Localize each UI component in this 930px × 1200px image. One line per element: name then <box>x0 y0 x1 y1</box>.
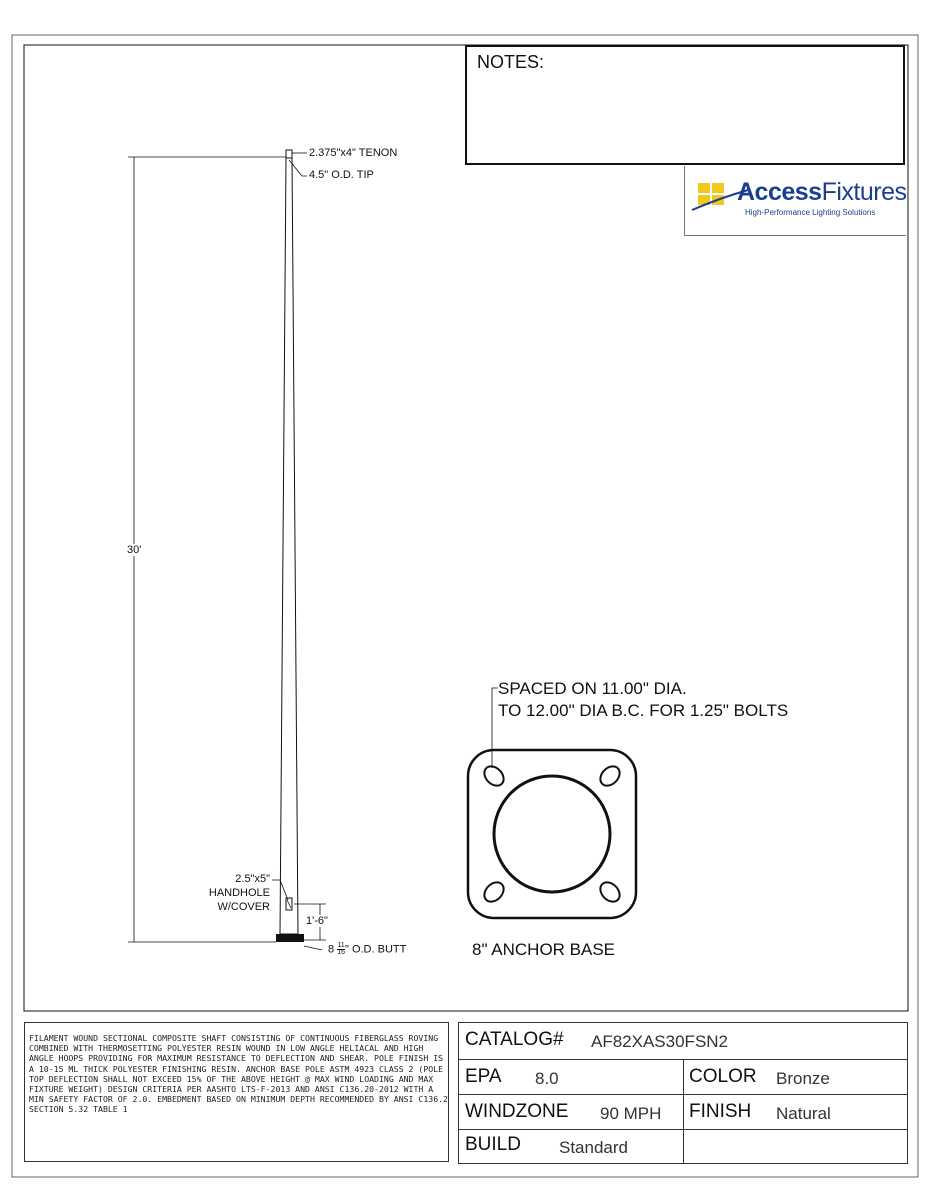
butt-suffix: " O.D. BUTT <box>344 943 407 956</box>
finish-value: Natural <box>776 1104 831 1123</box>
description-box <box>24 1022 449 1162</box>
tenon-label: 2.375"x4" TENON <box>309 147 398 159</box>
bolt-slot <box>481 763 508 790</box>
epa-value: 8.0 <box>535 1069 559 1088</box>
butt-whole: 8 <box>328 943 335 956</box>
butt-fraction-num: 11 <box>337 942 345 949</box>
finish-key: FINISH <box>689 1101 752 1122</box>
logo-brand-bold: Access <box>737 178 822 206</box>
logo-wordmark <box>737 178 906 207</box>
notes-title: NOTES: <box>477 52 545 72</box>
spec-table <box>458 1022 908 1164</box>
catalog-value: AF82XAS30FSN2 <box>591 1032 729 1051</box>
height-label: 30' <box>127 544 142 556</box>
color-key: COLOR <box>689 1066 757 1087</box>
description-text: FILAMENT WOUND SECTIONAL COMPOSITE SHAFT CONSISTING OF CONTINUOUS FIBERGLASS ROVING COMBINED WITH THERMOSETTING POLYESTER RESIN WOUND IN LOW ANGLE HELIACAL AND HIGH ANGLE HOOPS PROVIDING FOR MAXIMUM RESISTANCE TO DEFLECTION AND SHEAR. POLE FINISH IS A 10-15 ML THICK POLYESTER FINISHING RESIN. ANCHOR BASE POLE ASTM 4923 CLASS 2 (POLE TOP DEFLECTION SHALL NOT EXCEED 15% OF THE ABOVE HEIGHT @ MAX WIND LOADING AND MAX FIXTURE WEIGHT) DESIGN CRITERIA PER AASHTO LTS-F-2013 AND ANSI C136.20-2012 WITH A MIN SAFETY FACTOR OF 2.0. EMBEDMENT BASED ON MINIMUM DEPTH RECOMMENDED BY ANSI C136.2 SECTION 5.32 TABLE 1 <box>29 1033 448 1115</box>
spacing-leader <box>492 688 498 768</box>
pole-base-plate <box>276 934 304 942</box>
notes-box <box>465 45 905 165</box>
handhole-label <box>196 872 270 914</box>
pole-tenon <box>286 150 292 158</box>
bolt-slot <box>597 879 624 906</box>
handhole-cover: W/COVER <box>217 901 270 913</box>
anchor-spacing-line1: SPACED ON 11.00" DIA. <box>498 679 687 698</box>
logo-box <box>684 166 906 236</box>
catalog-key: CATALOG# <box>465 1029 564 1050</box>
windzone-key: WINDZONE <box>465 1101 569 1122</box>
color-value: Bronze <box>776 1069 830 1088</box>
butt-fraction-den: 16 <box>337 949 345 956</box>
spec-column-divider <box>683 1059 684 1163</box>
build-key: BUILD <box>465 1134 521 1155</box>
handhole-name: HANDHOLE <box>208 887 270 899</box>
handhole-size: 2.5"x5" <box>235 873 270 885</box>
handhole-height-label: 1'-6" <box>306 915 328 927</box>
windzone-value: 90 MPH <box>600 1104 662 1123</box>
butt-fraction <box>337 943 345 956</box>
anchor-center-hole <box>494 776 610 892</box>
anchor-base-title: 8" ANCHOR BASE <box>472 940 616 959</box>
pole-shaft <box>280 158 298 934</box>
tip-label: 4.5" O.D. TIP <box>309 169 374 181</box>
spec-row-catalog <box>459 1023 907 1060</box>
butt-label <box>328 943 406 956</box>
anchor-spacing-line2: TO 12.00" DIA B.C. FOR 1.25" BOLTS <box>498 701 789 720</box>
epa-key: EPA <box>465 1066 502 1087</box>
logo-brand-light: Fixtures <box>821 178 907 206</box>
build-value: Standard <box>559 1138 628 1157</box>
logo-tagline: High-Performance Lighting Solutions <box>745 208 876 217</box>
bolt-slot <box>481 879 508 906</box>
bolt-slot <box>597 763 624 790</box>
